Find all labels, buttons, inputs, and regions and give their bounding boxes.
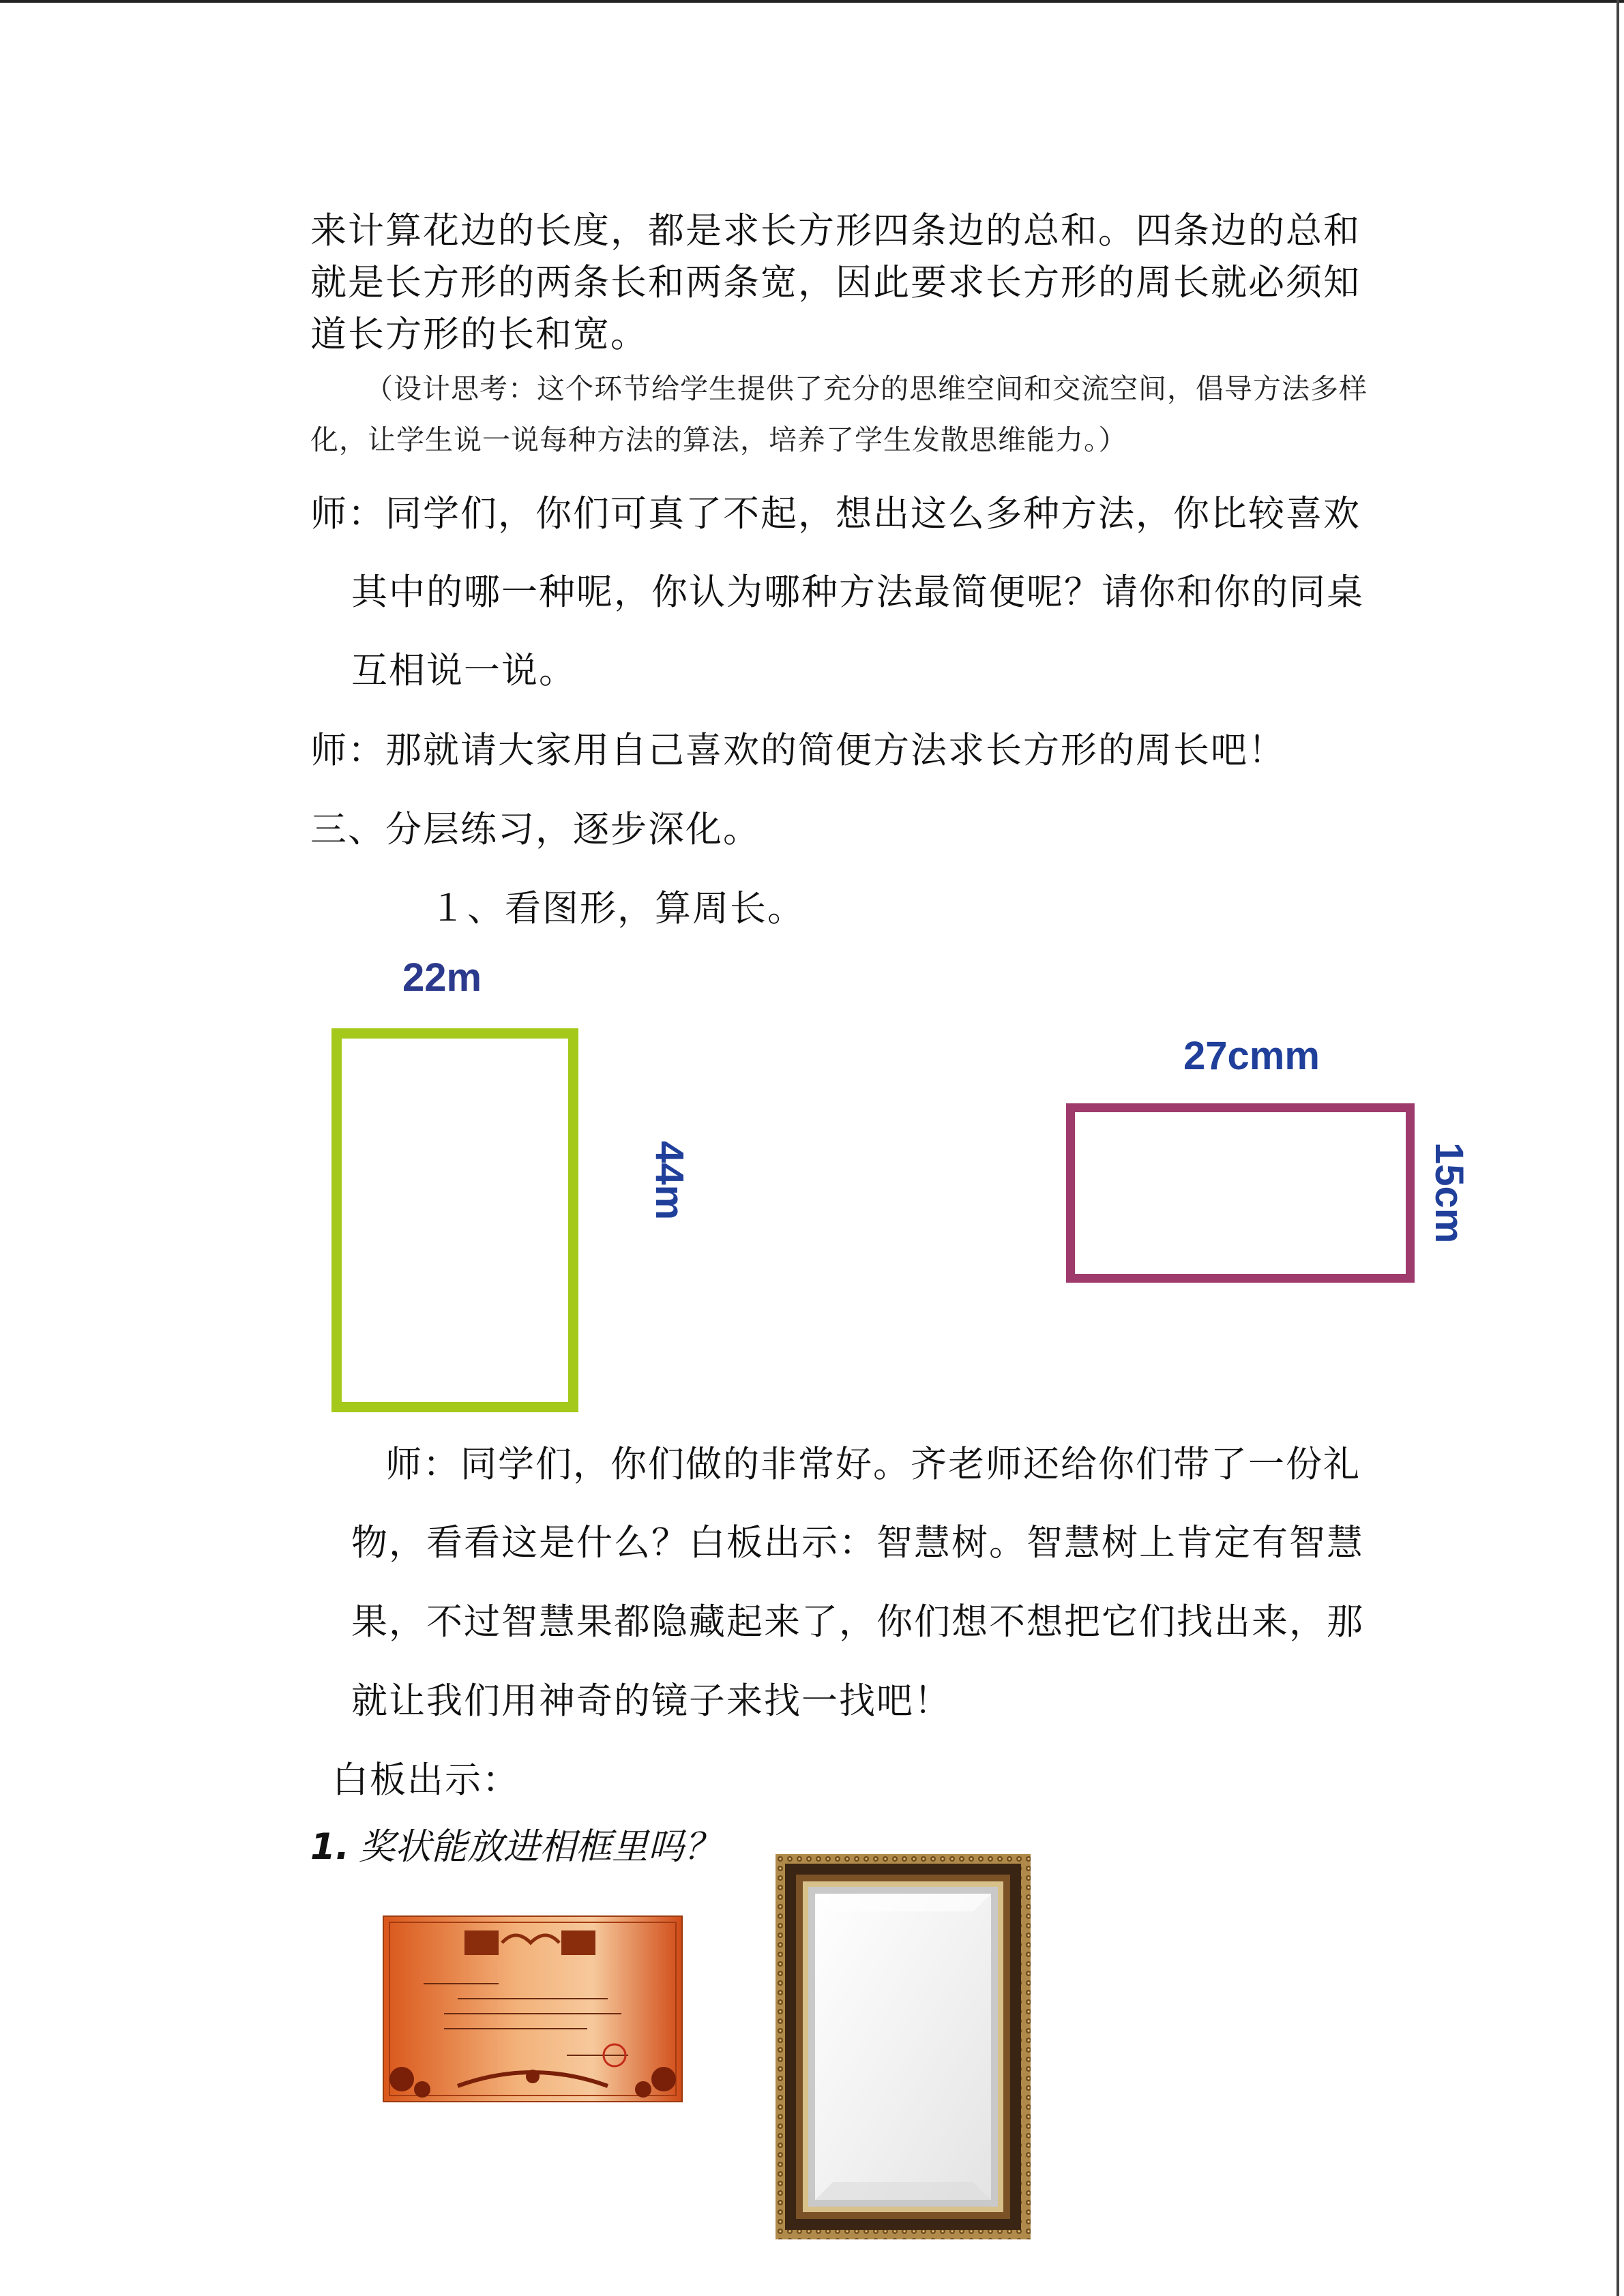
paragraph-line: 来计算花边的长度，都是求长方形四条边的总和。四条边的总和 bbox=[310, 210, 1361, 252]
whiteboard-label: 白板出示： bbox=[332, 1759, 520, 1801]
question-item bbox=[310, 1818, 720, 1870]
design-note-line: 化，让学生说一说每种方法的算法，培养了学生发散思维能力。） bbox=[310, 423, 1127, 456]
teacher-instruction-line: 师：那就请大家用自己喜欢的简便方法求长方形的周长吧！ bbox=[310, 730, 1286, 771]
paragraph-line: 就是长方形的两条长和两条宽，因此要求长方形的周长就必须知 bbox=[310, 262, 1361, 303]
purple-rectangle bbox=[1066, 1103, 1415, 1283]
picture-frame-image bbox=[776, 1854, 1031, 2239]
certificate-image bbox=[383, 1915, 683, 2102]
teacher-remark-line: 物，看看这是什么？白板出示：智慧树。智慧树上肯定有智慧 bbox=[351, 1522, 1364, 1564]
rect1-width-label: 22m bbox=[402, 955, 482, 1000]
teacher-remark-line: 就让我们用神奇的镜子来找一找吧！ bbox=[351, 1680, 951, 1722]
rect1-height-label: 44m bbox=[647, 1141, 692, 1221]
teacher-question-line: 师：同学们，你们可真了不起，想出这么多种方法，你比较喜欢 bbox=[310, 493, 1361, 535]
page-top-border bbox=[0, 0, 1624, 3]
design-note-line: （设计思考：这个环节给学生提供了充分的思维空间和交流空间，倡导方法多样 bbox=[365, 372, 1368, 405]
teacher-remark-line: 果，不过智慧果都隐藏起来了，你们想不想把它们找出来，那 bbox=[351, 1601, 1364, 1643]
green-rectangle bbox=[331, 1028, 578, 1412]
question-text: 奖状能放进相框里吗？ bbox=[359, 1826, 721, 1868]
rect2-height-label: 15cm bbox=[1427, 1142, 1471, 1244]
teacher-remark-line: 师：同学们，你们做的非常好。齐老师还给你们带了一份礼 bbox=[385, 1444, 1361, 1485]
exercise-heading: １、看图形，算周长。 bbox=[430, 888, 805, 929]
section-heading: 三、分层练习，逐步深化。 bbox=[310, 809, 761, 850]
teacher-question-line: 其中的哪一种呢，你认为哪种方法最简便呢？请你和你的同桌 bbox=[351, 571, 1364, 613]
teacher-question-line: 互相说一说。 bbox=[351, 650, 576, 691]
question-number: 1. bbox=[310, 1826, 350, 1868]
page-right-border bbox=[1616, 0, 1619, 2296]
paragraph-line: 道长方形的长和宽。 bbox=[310, 314, 648, 355]
rect2-width-label: 27cmm bbox=[1183, 1034, 1320, 1078]
